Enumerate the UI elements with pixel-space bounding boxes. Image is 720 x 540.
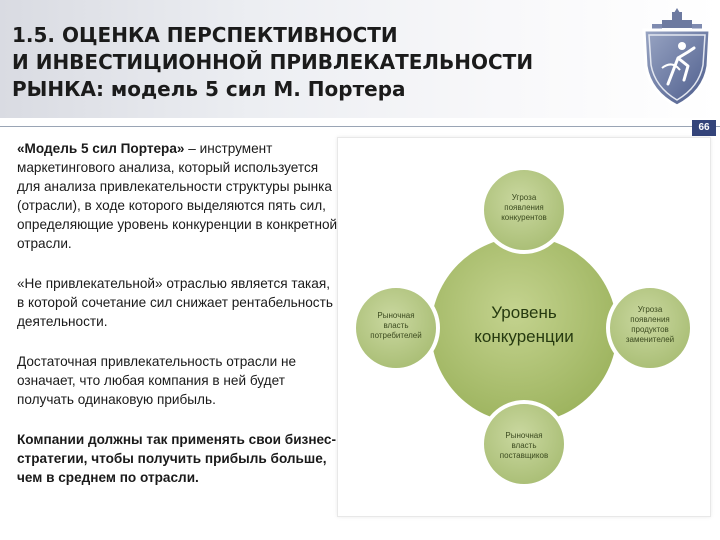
center-label-line1: Уровень <box>491 303 557 322</box>
paragraph-attractiveness: Достаточная привлекательность отрасли не означает, что любая компания в ней будет получать одинаковую прибыль. <box>17 354 297 407</box>
body-text <box>17 139 339 508</box>
top-label-line1: Угроза <box>511 193 537 202</box>
left-label-line1: Рыночная <box>377 311 415 320</box>
center-label-line2: конкуренции <box>474 327 574 346</box>
top-label-line3: конкурентов <box>501 213 547 222</box>
left-label-line2: власть <box>383 321 409 330</box>
right-label-line2: появления <box>630 315 670 324</box>
porter-five-forces-diagram <box>337 137 711 517</box>
term-porter-model: «Модель 5 сил Портера» <box>17 141 185 156</box>
paragraph-unattractive: «Не привлекательной» отраслью является такая, в которой сочетание сил снижает рентабельность деятельности. <box>17 276 333 329</box>
header-divider <box>0 126 720 127</box>
paragraph-definition <box>17 139 339 253</box>
top-label-line2: появления <box>504 203 544 212</box>
bottom-label-line1: Рыночная <box>505 431 543 440</box>
right-label-line4: заменителей <box>625 335 675 344</box>
university-emblem-icon <box>638 8 716 108</box>
left-label-line3: потребителей <box>370 331 422 340</box>
bottom-label-line2: власть <box>511 441 537 450</box>
definition-text: – инструмент маркетингового анализа, который используется для анализа привлекательности структуры рынка (отрасли), в ходе которого выделяются пять сил, определяющие уровень конкуренции в конкретной отрасли. <box>17 141 338 251</box>
page-number-badge: 66 <box>692 120 716 136</box>
bottom-label-line3: поставщиков <box>499 451 549 460</box>
paragraph-strategy: Компании должны так применять свои бизнес-стратегии, чтобы получить прибыль больше, чем в среднем по отрасли. <box>17 432 336 485</box>
right-label-line3: продуктов <box>631 325 669 334</box>
right-label-line1: Угроза <box>637 305 663 314</box>
slide-title: 1.5. ОЦЕНКА ПЕРСПЕКТИВНОСТИ И ИНВЕСТИЦИОННОЙ ПРИВЛЕКАТЕЛЬНОСТИ РЫНКА: модель 5 сил М. Портера <box>12 23 534 101</box>
